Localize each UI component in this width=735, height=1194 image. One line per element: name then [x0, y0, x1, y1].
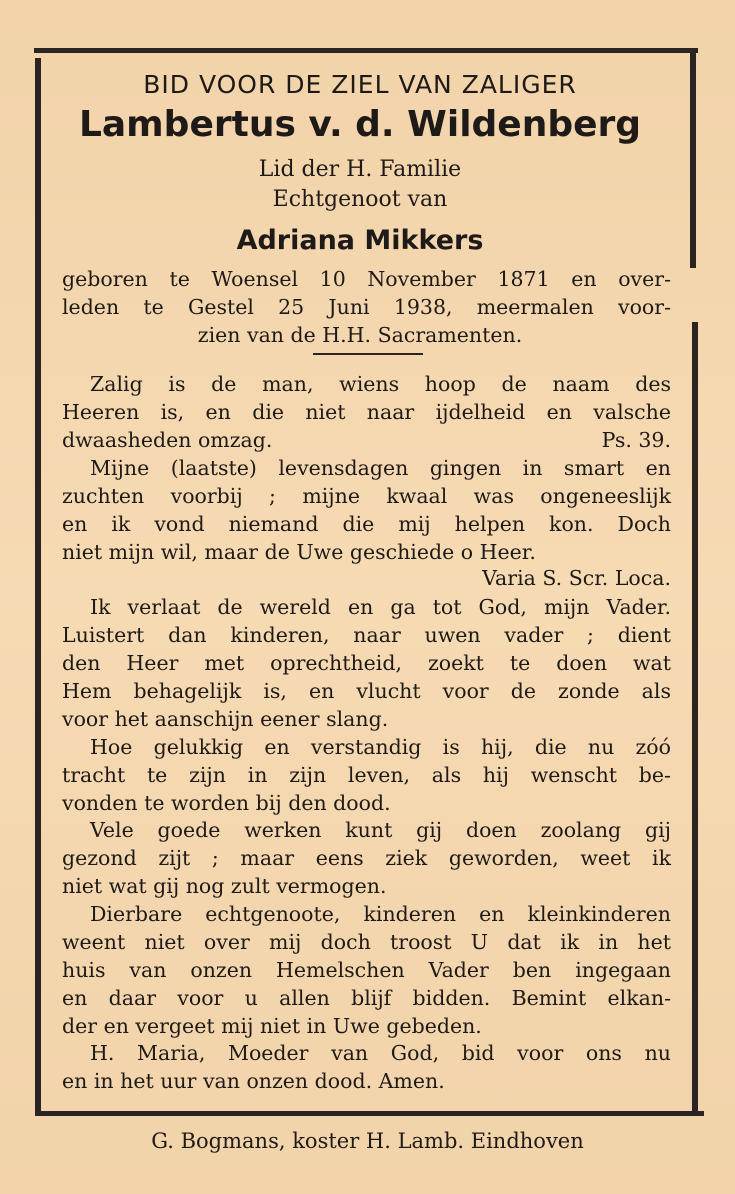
verse-line: H. Maria, Moeder van God, bid voor ons nu — [90, 1041, 671, 1065]
membership-line: Lid der H. Familie — [258, 157, 462, 182]
verse-line: Luistert dan kinderen, naar uwen vader ; dient — [62, 623, 671, 647]
printer-credit: G. Bogmans, koster H. Lamb. Eindhoven — [151, 1129, 584, 1153]
frame-border-right-upper — [690, 53, 696, 268]
deceased-name: Lambertus v. d. Wildenberg — [78, 104, 642, 145]
verse-line: Hem behagelijk is, en vlucht voor de zonde als — [62, 679, 671, 703]
verse-line: vonden te worden bij den dood. — [62, 791, 391, 815]
verse-citation: Ps. 39. — [601, 428, 671, 452]
verse-line: tracht te zijn in zijn leven, als hij wenscht be- — [62, 763, 671, 787]
frame-border-right-lower — [692, 322, 698, 1112]
verse-line: den Heer met oprechtheid, zoekt te doen wat — [62, 651, 671, 675]
verse-line: Zalig is de man, wiens hoop de naam des — [90, 372, 671, 396]
verse-line: en ik vond niemand die mij helpen kon. Doch — [62, 512, 671, 536]
bio-line: geboren te Woensel 10 November 1871 en over- — [62, 267, 671, 291]
verse-line: Ik verlaat de wereld en ga tot God, mijn Vader. — [90, 595, 671, 619]
verse-line: niet mijn wil, maar de Uwe geschiede o Heer. — [62, 540, 536, 564]
frame-border-left — [35, 58, 41, 1116]
verse-line: Heeren is, en die niet naar ijdelheid en valsche — [62, 400, 671, 424]
verse-line: Hoe gelukkig en verstandig is hij, die nu zóó — [90, 735, 671, 759]
verse-line: dwaasheden omzag. — [62, 428, 273, 452]
frame-border-top — [34, 48, 698, 53]
verse-line: en in het uur van onzen dood. Amen. — [62, 1069, 445, 1093]
verse-line: huis van onzen Hemelschen Vader ben ingegaan — [62, 958, 671, 982]
frame-border-bottom — [38, 1111, 704, 1116]
divider-rule — [313, 353, 423, 355]
verse-line: Mijne (laatste) levensdagen gingen in smart en — [90, 456, 671, 480]
verse-citation: Varia S. Scr. Loca. — [482, 566, 671, 590]
verse-line: gezond zijt ; maar eens ziek geworden, weet ik — [62, 846, 671, 870]
relation-line: Echtgenoot van — [272, 187, 448, 212]
verse-line: en daar voor u allen blijf bidden. Bemint elkan- — [62, 986, 671, 1010]
verse-line: zuchten voorbij ; mijne kwaal was ongeneeslijk — [62, 484, 671, 508]
verse-line: der en vergeet mij niet in Uwe gebeden. — [62, 1014, 482, 1038]
spouse-name: Adriana Mikkers — [236, 225, 484, 256]
verse-line: voor het aanschijn eener slang. — [62, 707, 389, 731]
verse-line: weent niet over mij doch troost U dat ik in het — [62, 930, 671, 954]
bio-line: zien van de H.H. Sacramenten. — [197, 323, 523, 347]
prayer-heading: BID VOOR DE ZIEL VAN ZALIGER — [143, 70, 577, 99]
verse-line: Vele goede werken kunt gij doen zoolang gij — [90, 818, 671, 842]
verse-line: Dierbare echtgenoote, kinderen en kleinkinderen — [90, 902, 671, 926]
bio-line: leden te Gestel 25 Juni 1938, meermalen voor- — [62, 295, 671, 319]
verse-line: niet wat gij nog zult vermogen. — [62, 874, 387, 898]
